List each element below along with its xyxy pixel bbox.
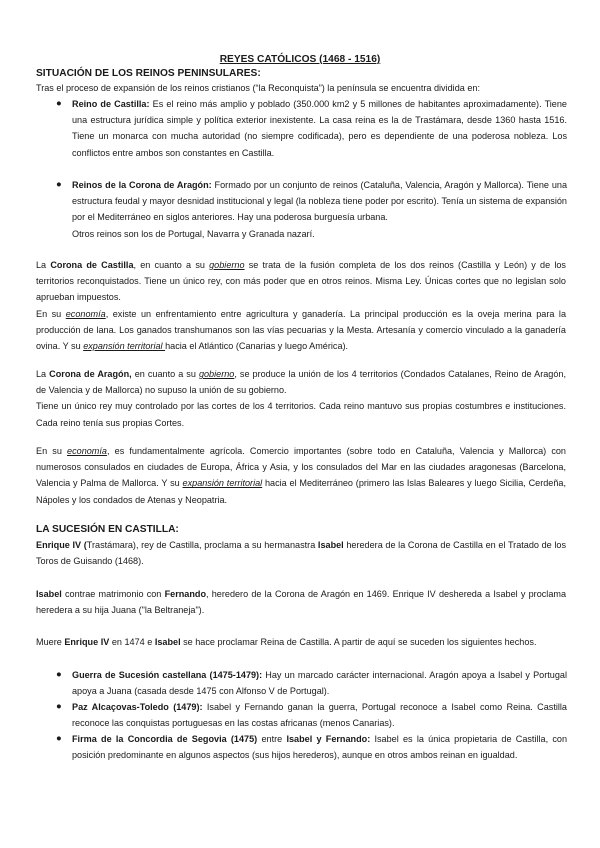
castilla-term: Corona de Castilla (50, 260, 134, 270)
section-heading-sucesion: LA SUCESIÓN EN CASTILLA: (36, 524, 179, 535)
concordia-text: Isabel es la única propietaria de Castilla, con posición predominante en algunos aspectos (sus hijos herederos), aunque en otros ambos reinan en igualdad. (72, 734, 568, 761)
gobierno-term: gobierno (198, 369, 235, 379)
bullet-dot: ● (56, 733, 62, 744)
text-run: heredera de la Corona de Castilla en el Tratado de los Toros de Guisando (1468). (36, 540, 567, 567)
bullet-guerra (72, 667, 567, 699)
text-run: La (36, 260, 51, 270)
guerra-text: Hay un marcado carácter internacional. Aragón apoya a Isabel y Portugal apoya a Juana (casada desde 1475 con Alfonso V de Portugal). (72, 670, 567, 697)
expansion-term: expansión territorial (182, 478, 263, 489)
bullet-castilla-title: Reino de Castilla: (72, 99, 150, 109)
aragon-economy-paragraph (36, 443, 566, 508)
intro-paragraph: Tras el proceso de expansión de los reinos cristianos (“la Reconquista”) la península se encuentra dividida en: (36, 83, 480, 93)
text-run: en cuanto a su (131, 369, 199, 379)
text-run: , en cuanto a su (133, 260, 210, 270)
paz-title: Paz Alcaçovas-Toledo (1479): (72, 702, 203, 712)
expansion-term: expansión territorial (83, 341, 166, 352)
document-title: REYES CATÓLICOS (1468 - 1516) (219, 54, 381, 65)
enrique-term: Enrique IV (64, 637, 110, 647)
bullet-paz (72, 699, 567, 731)
isabel-term: Isabel (317, 540, 344, 550)
bullet-dot: ● (56, 669, 62, 680)
bullet-aragon (72, 177, 567, 242)
bullet-dot: ● (56, 98, 62, 109)
text-run: hacia el Atlántico (Canarias y luego América). (165, 341, 349, 352)
text-run: En su (36, 446, 68, 456)
concordia-parties: Isabel y Fernando: (286, 734, 371, 744)
text-run: , se produce la unión de los 4 territorios (Condados Catalanes, Reino de Aragón, de Valencia y de Mallorca) no supuso la unión de su gobierno. (36, 369, 566, 396)
gobierno-term: gobierno (209, 260, 245, 270)
guerra-title: Guerra de Sucesión castellana (1475-1479): (72, 670, 263, 680)
text-run: Trastámara), rey de Castilla, proclama a su hermanastra (86, 540, 318, 550)
bullet-castilla-text: Es el reino más amplio y poblado (350.000 km2 y 5 millones de habitantes aproximadamente). Tiene una estructura jurídica simple y política exterior inexistente. La casa reina es la de Trastámara, desde 1360 hasta 1516. Tiene un monarca con mucha autoridad (no siempre codificada), pero es dependiente de una poderosa nobleza. Los conflictos entre ambos son constantes en Castilla. (72, 99, 567, 158)
text-run: , es fundamentalmente agrícola. Comercio importantes (sobre todo en Cataluña, Valencia y Mallorca) con numerosos consulados en ciudades de Europa, África y Asia, y los consulados del Mar en las ciudades aragonesas (Barcelona, Valencia y Palma de Mallorca. Y su (36, 446, 566, 489)
bullet-aragon-title: Reinos de la Corona de Aragón: (72, 180, 212, 190)
text-run: Muere (36, 637, 65, 647)
section-heading-reinos: SITUACIÓN DE LOS REINOS PENINSULARES: (36, 68, 261, 79)
isabel-term: Isabel (36, 589, 62, 599)
aragon-term: Corona de Aragón, (49, 369, 132, 379)
enrique-term: Enrique IV ( (36, 540, 87, 550)
text-run: se trata de la fusión completa de los dos reinos (Castilla y León) y de los territorios reconquistados. Tiene un único rey, con más poder que en otros reinos. Misma Ley. Únicas cortes que no legislan solo aprueban impuestos. (36, 260, 566, 303)
bullet-dot: ● (56, 701, 62, 712)
text-run: contrae matrimonio con (61, 589, 165, 599)
bullet-concordia (72, 731, 567, 763)
text-run: La (36, 369, 50, 379)
sucesion-p1 (36, 537, 566, 569)
text-run: , heredero de la Corona de Aragón en 1469. Enrique IV deshereda a Isabel y proclama heredera a su hija Juana ("la Beltraneja"). (36, 589, 567, 616)
isabel-term: Isabel (154, 637, 181, 647)
castilla-paragraph (36, 257, 566, 354)
fernando-term: Fernando (164, 589, 207, 599)
text-run: , existe un enfrentamiento entre agricultura y ganadería. La principal producción es la oveja merina para la producción de lana. Los ganados transhumanos son las vías pecuarias y la Mesta. Artesanía y comercio vinculado a la ganadería ovina. Y su (36, 308, 567, 352)
sucesion-p2 (36, 586, 566, 618)
aragon-paragraph (36, 366, 566, 431)
text-run: se hace proclamar Reina de Castilla. A partir de aquí se suceden los siguientes hechos. (180, 637, 537, 647)
bullet-castilla (72, 96, 567, 161)
bullet-aragon-text: Formado por un conjunto de reinos (Cataluña, Valencia, Aragón y Mallorca). Tiene una estructura feudal y mayor desnidad institucional y legal (la nobleza tiene poder por escrito). Tenía un sistema de expansión por el Mediterráneo en siglos anteriores. Hay una poderosa burguesía urbana. (72, 180, 567, 223)
text-run: En su (36, 308, 66, 319)
sucesion-p3 (36, 634, 566, 650)
concordia-title: Firma de la Concordia de Segovia (1475) (72, 734, 258, 744)
text-run: en 1474 e (109, 637, 155, 647)
bullet-dot: ● (56, 179, 62, 190)
text-run: Tiene un único rey muy controlado por las cortes de los 4 territorios. Cada reino mantuvo sus propias costumbres e instituciones. Cada reino tenía sus propias Cortes. (36, 401, 566, 428)
economia-term: economía (65, 308, 106, 319)
economia-term: economía (67, 446, 107, 456)
bullet-aragon-extra: Otros reinos son los de Portugal, Navarra y Granada nazarí. (72, 228, 315, 239)
paz-text: Isabel y Fernando ganan la guerra, Portugal reconoce a Isabel como Reina. Castilla reconoce las conquistas portuguesas en las costas africanas (menos Canarias). (72, 702, 567, 729)
text-run: hacia el Mediterráneo (primero las Islas Baleares y luego Sicilia, Cerdeña, Nápoles y los condados de Atenas y Neopatria. (36, 478, 566, 505)
text-run: entre (257, 734, 287, 744)
